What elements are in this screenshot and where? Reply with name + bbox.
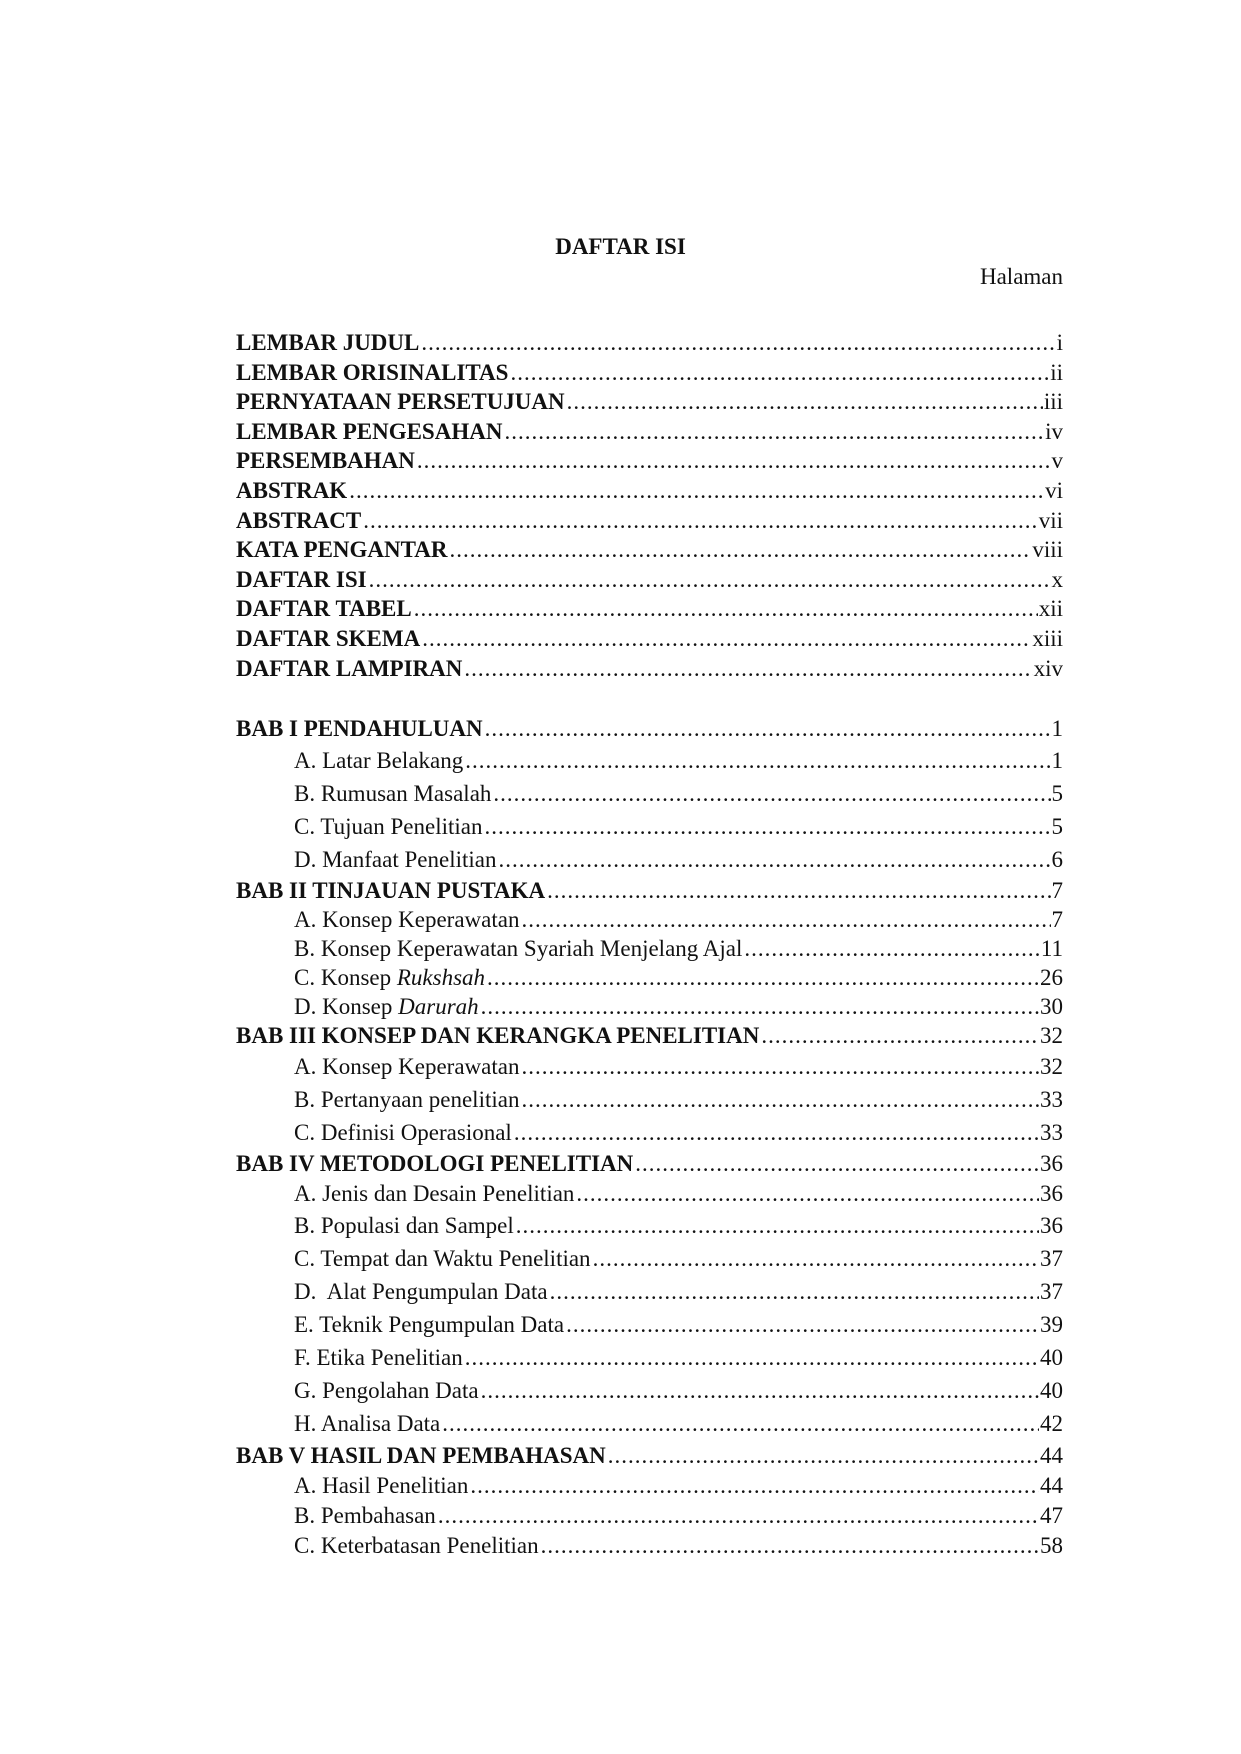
toc-section-entry	[236, 1242, 1063, 1275]
dot-leader	[421, 328, 1055, 358]
toc-chapter-entry	[236, 1021, 1063, 1050]
dot-leader	[541, 1531, 1039, 1561]
toc-entry-text: A. Hasil Penelitian	[294, 1473, 469, 1498]
toc-section-entry	[236, 1471, 1063, 1501]
toc-entry-label	[236, 358, 508, 388]
toc-entry-label	[236, 713, 483, 744]
toc-entry-text: B. Pertanyaan penelitian	[294, 1087, 520, 1112]
toc-entry-label	[236, 654, 462, 684]
toc-entry-label	[294, 1471, 468, 1501]
toc-page-number: vii	[1038, 507, 1063, 533]
toc-entry-label	[294, 905, 519, 934]
toc-page-number: 6	[1051, 847, 1063, 872]
toc-section-entry	[236, 934, 1063, 963]
toc-entry-label	[236, 876, 545, 905]
toc-section-entry	[236, 1531, 1063, 1561]
toc-front-matter-entry	[236, 654, 1063, 684]
toc-section-entry	[236, 1209, 1063, 1242]
toc-chapter-entry	[236, 1149, 1063, 1179]
toc-page-number: iv	[1045, 418, 1063, 444]
toc-entry-text: BAB I PENDAHULUAN	[236, 716, 483, 741]
toc-entry-text: B. Rumusan Masalah	[294, 781, 492, 806]
toc-entry-text: A. Konsep Keperawatan	[294, 1054, 520, 1079]
toc-section-entry	[236, 810, 1063, 843]
toc-front-matter-entry	[236, 506, 1063, 536]
toc-entry-text: DAFTAR LAMPIRAN	[236, 655, 463, 681]
toc-page-number: xii	[1038, 596, 1063, 622]
toc-entry-text: A. Jenis dan Desain Penelitian	[294, 1181, 575, 1206]
toc-entry-label	[236, 1440, 606, 1471]
toc-entry-text: D. Alat Pengumpulan Data	[294, 1279, 548, 1304]
toc-entry-label	[294, 1501, 436, 1531]
dot-leader	[744, 934, 1039, 963]
toc-front-matter-entry	[236, 387, 1063, 417]
toc-page-number: 47	[1040, 1503, 1063, 1528]
toc-page-number: xiii	[1032, 625, 1063, 651]
dot-leader	[521, 1083, 1039, 1116]
dot-leader	[493, 777, 1050, 810]
dot-leader	[417, 446, 1051, 476]
toc-entry-text: BAB IV METODOLOGI PENELITIAN	[236, 1151, 634, 1176]
toc-entry-label	[236, 594, 412, 624]
toc-page-number: 36	[1040, 1213, 1063, 1238]
toc-page-number: 33	[1040, 1087, 1063, 1112]
dot-leader	[547, 876, 1050, 905]
toc-page-number: 7	[1051, 907, 1063, 932]
toc-section-entry	[236, 744, 1063, 777]
toc-entry-text: ABSTRACT	[236, 507, 362, 533]
toc-page-number: 33	[1040, 1120, 1063, 1145]
toc-entry-text: BAB V HASIL DAN PEMBAHASAN	[236, 1443, 606, 1468]
toc-entry-label	[294, 1308, 564, 1341]
toc-section-entry	[236, 1341, 1063, 1374]
toc-entry-label	[294, 1531, 539, 1561]
toc-entry-text: E. Teknik Pengumpulan Data	[294, 1312, 565, 1337]
dot-leader	[464, 654, 1032, 684]
dot-leader	[514, 1116, 1039, 1149]
toc-page-number: ii	[1050, 359, 1063, 385]
toc-page-number: 40	[1040, 1378, 1063, 1403]
toc-entry-text: BAB II TINJAUAN PUSTAKA	[236, 878, 546, 903]
toc-entry-text: LEMBAR JUDUL	[236, 330, 420, 355]
dot-leader	[438, 1501, 1039, 1531]
toc-entry-label	[294, 1407, 440, 1440]
toc-entry-text: DAFTAR ISI	[236, 566, 367, 592]
toc-entry-label	[236, 446, 415, 476]
toc-entry-label	[294, 1083, 519, 1116]
toc-entry-text: DAFTAR TABEL	[236, 596, 412, 622]
dot-leader	[567, 387, 1043, 417]
toc-chapter-entry	[236, 713, 1063, 744]
dot-leader	[363, 506, 1037, 536]
toc-front-matter-entry	[236, 594, 1063, 624]
toc-section-entry	[236, 1501, 1063, 1531]
dot-leader	[485, 713, 1051, 744]
toc-entry-text: C. Definisi Operasional	[294, 1120, 512, 1145]
toc-chapter-entry	[236, 876, 1063, 905]
toc-entry-label	[294, 843, 496, 876]
toc-entry-label	[236, 328, 419, 358]
toc-entry-label	[294, 810, 483, 843]
toc-entry-label	[294, 963, 485, 992]
toc-entry-italic-term: Darurah	[398, 994, 479, 1019]
chapter-list	[236, 713, 1063, 1561]
toc-entry-label	[236, 535, 447, 565]
dot-leader	[498, 843, 1050, 876]
toc-section-entry	[236, 1308, 1063, 1341]
toc-entry-text: A. Konsep Keperawatan	[294, 907, 520, 932]
toc-entry-text: PERNYATAAN PERSETUJUAN	[236, 389, 565, 415]
dot-leader	[576, 1179, 1039, 1209]
toc-front-matter-entry	[236, 446, 1063, 476]
dot-leader	[481, 992, 1039, 1021]
toc-entry-italic-term: Rukshsah	[396, 965, 486, 990]
toc-front-matter-entry	[236, 535, 1063, 565]
toc-page-number: 37	[1040, 1279, 1063, 1304]
dot-leader	[485, 810, 1051, 843]
toc-entry-label	[236, 1149, 633, 1179]
dot-leader	[504, 417, 1044, 447]
toc-entry-label	[294, 1275, 548, 1308]
toc-page-number: x	[1051, 566, 1063, 592]
toc-page-number: 32	[1040, 1054, 1063, 1079]
toc-front-matter-entry	[236, 358, 1063, 388]
toc-entry-label	[236, 624, 420, 654]
toc-entry-label	[236, 476, 347, 506]
toc-page-number: v	[1051, 448, 1063, 474]
toc-section-entry	[236, 1050, 1063, 1083]
toc-section-entry	[236, 1116, 1063, 1149]
dot-leader	[521, 1050, 1039, 1083]
toc-section-entry	[236, 1275, 1063, 1308]
toc-entry-label	[236, 417, 502, 447]
dot-leader	[521, 905, 1050, 934]
dot-leader	[487, 963, 1039, 992]
dot-leader	[465, 1341, 1039, 1374]
dot-leader	[608, 1440, 1039, 1471]
toc-page-number: 26	[1040, 965, 1063, 990]
toc-page-number: xiv	[1033, 655, 1063, 681]
toc-entry-text: PERSEMBAHAN	[236, 448, 415, 474]
toc-entry-text: D. Manfaat Penelitian	[294, 847, 497, 872]
toc-page-number: 32	[1040, 1023, 1063, 1048]
page-column-label: Halaman	[979, 264, 1063, 289]
toc-front-matter-entry	[236, 624, 1063, 654]
toc-entry-text: ABSTRAK	[236, 477, 348, 503]
toc-entry-label	[236, 1021, 759, 1050]
toc-entry-text: B. Populasi dan Sampel	[294, 1213, 514, 1238]
toc-page-number: 30	[1040, 994, 1063, 1019]
toc-page-number: 44	[1040, 1443, 1063, 1468]
toc-section-entry	[236, 963, 1063, 992]
toc-page-number: 40	[1040, 1345, 1063, 1370]
toc-page-number: 5	[1051, 781, 1063, 806]
dot-leader	[481, 1374, 1039, 1407]
toc-entry-text: LEMBAR ORISINALITAS	[236, 359, 509, 385]
dot-leader	[550, 1275, 1039, 1308]
dot-leader	[566, 1308, 1039, 1341]
toc-entry-text: C. Konsep	[294, 965, 397, 990]
toc-page-number: viii	[1032, 537, 1063, 563]
dot-leader	[414, 594, 1038, 624]
toc-page-number: 44	[1040, 1473, 1063, 1498]
toc-entry-label	[294, 1050, 519, 1083]
toc-entry-text: B. Pembahasan	[294, 1503, 436, 1528]
toc-entry-label	[294, 1116, 512, 1149]
toc-page-number: 1	[1051, 748, 1063, 773]
dot-leader	[442, 1407, 1039, 1440]
toc-entry-text: C. Tempat dan Waktu Penelitian	[294, 1246, 591, 1271]
dot-leader	[510, 358, 1049, 388]
toc-page-number: vi	[1045, 477, 1063, 503]
dot-leader	[449, 535, 1031, 565]
toc-entry-label	[294, 744, 463, 777]
toc-entry-text: D. Konsep	[294, 994, 399, 1019]
front-matter-list	[236, 328, 1063, 683]
toc-section-entry	[236, 1083, 1063, 1116]
toc-section-entry	[236, 1374, 1063, 1407]
toc-page-number: 5	[1051, 814, 1063, 839]
dot-leader	[349, 476, 1044, 506]
toc-front-matter-entry	[236, 417, 1063, 447]
toc-entry-text: LEMBAR PENGESAHAN	[236, 418, 503, 444]
toc-section-entry	[236, 1407, 1063, 1440]
toc-entry-label	[236, 387, 565, 417]
toc-entry-label	[294, 777, 491, 810]
toc-page-number: i	[1056, 330, 1063, 355]
toc-chapter-entry	[236, 1440, 1063, 1471]
dot-leader	[761, 1021, 1039, 1050]
toc-section-entry	[236, 777, 1063, 810]
toc-entry-label	[236, 506, 361, 536]
dot-leader	[635, 1149, 1039, 1179]
toc-entry-text: A. Latar Belakang	[294, 748, 464, 773]
toc-entry-label	[294, 1209, 514, 1242]
toc-entry-text: DAFTAR SKEMA	[236, 625, 421, 651]
toc-page-number: 39	[1040, 1312, 1063, 1337]
toc-section-entry	[236, 905, 1063, 934]
toc-page-number: 42	[1040, 1411, 1063, 1436]
toc-entry-text: C. Tujuan Penelitian	[294, 814, 483, 839]
dot-leader	[422, 624, 1031, 654]
toc-entry-label	[294, 1179, 574, 1209]
toc-page-number: 58	[1040, 1533, 1063, 1558]
toc-section-entry	[236, 1179, 1063, 1209]
toc-page-number: 36	[1040, 1181, 1063, 1206]
dot-leader	[470, 1471, 1039, 1501]
toc-entry-label	[294, 934, 742, 963]
toc-entry-label	[294, 1374, 479, 1407]
toc-page-number: 1	[1051, 716, 1063, 741]
toc-entry-text: F. Etika Penelitian	[294, 1345, 463, 1370]
toc-front-matter-entry	[236, 565, 1063, 595]
dot-leader	[593, 1242, 1039, 1275]
page-title: DAFTAR ISI	[555, 234, 686, 259]
toc-page-number: 36	[1040, 1151, 1063, 1176]
toc-entry-text: H. Analisa Data	[294, 1411, 441, 1436]
toc-entry-text: G. Pengolahan Data	[294, 1378, 479, 1403]
toc-entry-label	[294, 1341, 463, 1374]
toc-page-number: 37	[1040, 1246, 1063, 1271]
toc-page-number: 11	[1040, 936, 1063, 961]
toc-section-entry	[236, 843, 1063, 876]
toc-page-number: iii	[1043, 389, 1063, 415]
dot-leader	[465, 744, 1050, 777]
toc-entry-text: BAB III KONSEP DAN KERANGKA PENELITIAN	[236, 1023, 760, 1048]
toc-section-entry	[236, 992, 1063, 1021]
toc-entry-text: C. Keterbatasan Penelitian	[294, 1533, 539, 1558]
toc-entry-text: B. Konsep Keperawatan Syariah Menjelang Ajal	[294, 936, 743, 961]
toc-front-matter-entry	[236, 476, 1063, 506]
toc-page-number: 7	[1051, 878, 1063, 903]
toc-entry-label	[236, 565, 367, 595]
toc-entry-label	[294, 992, 479, 1021]
toc-front-matter-entry	[236, 328, 1063, 358]
toc-entry-label	[294, 1242, 591, 1275]
dot-leader	[369, 565, 1051, 595]
dot-leader	[516, 1209, 1039, 1242]
toc-entry-text: KATA PENGANTAR	[236, 537, 448, 563]
